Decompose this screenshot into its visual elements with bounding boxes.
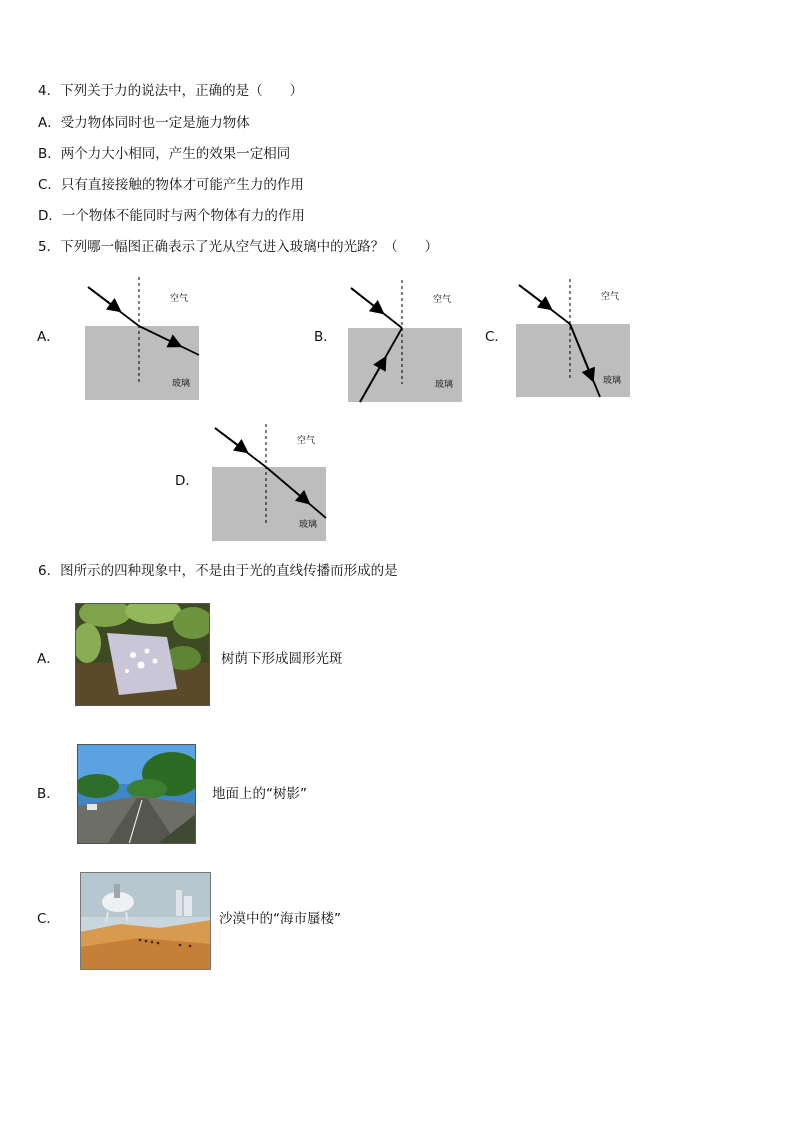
q5-stem: 5．下列哪一幅图正确表示了光从空气进入玻璃中的光路？（ ） <box>38 239 439 255</box>
incident-arrow <box>351 288 379 310</box>
q5-label-a: A． <box>37 329 60 345</box>
glass-block <box>348 328 462 402</box>
q6-stem: 6．图所示的四种现象中，不是由于光的直线传播而形成的是 <box>38 563 398 579</box>
q4-option-a: A．受力物体同时也一定是施力物体 <box>38 115 250 131</box>
q6-caption-b: 地面上的“树影” <box>212 786 307 802</box>
tree-shadow-photo <box>77 744 196 844</box>
q6-label-c: C． <box>37 911 60 927</box>
glass-label: 玻璃 <box>603 376 622 386</box>
mirage-photo <box>80 872 211 970</box>
incident-arrow <box>88 287 116 308</box>
q4-option-c: C．只有直接接触的物体才可能产生力的作用 <box>38 177 304 193</box>
q5-label-b: B． <box>314 329 337 345</box>
glass-block <box>516 324 630 397</box>
glass-label: 玻璃 <box>435 380 454 390</box>
air-label: 空气 <box>601 292 620 302</box>
q5-diagram-b <box>343 278 468 406</box>
q6-caption-a: 树荫下形成圆形光斑 <box>221 651 343 667</box>
glass-label: 玻璃 <box>299 520 318 530</box>
air-label: 空气 <box>297 436 316 446</box>
incident-arrow <box>519 285 547 306</box>
q6-label-a: A． <box>37 651 60 667</box>
q4-option-d: D．一个物体不能同时与两个物体有力的作用 <box>38 208 305 224</box>
q5-diagram-d <box>207 420 332 548</box>
incident-arrow <box>215 428 243 449</box>
glass-label: 玻璃 <box>172 379 191 389</box>
q5-label-d: D． <box>175 473 199 489</box>
q5-label-c: C． <box>485 329 508 345</box>
air-label: 空气 <box>433 295 452 305</box>
q6-label-b: B． <box>37 786 60 802</box>
q4-option-b: B．两个力大小相同，产生的效果一定相同 <box>38 146 291 162</box>
q5-diagram-a <box>80 275 210 405</box>
q4-stem: 4．下列关于力的说法中，正确的是（ ） <box>38 83 304 99</box>
q5-diagram-c <box>511 275 636 403</box>
tree-shade-photo <box>75 603 210 706</box>
air-label: 空气 <box>170 294 189 304</box>
q6-caption-c: 沙漠中的“海市蜃楼” <box>219 911 341 927</box>
